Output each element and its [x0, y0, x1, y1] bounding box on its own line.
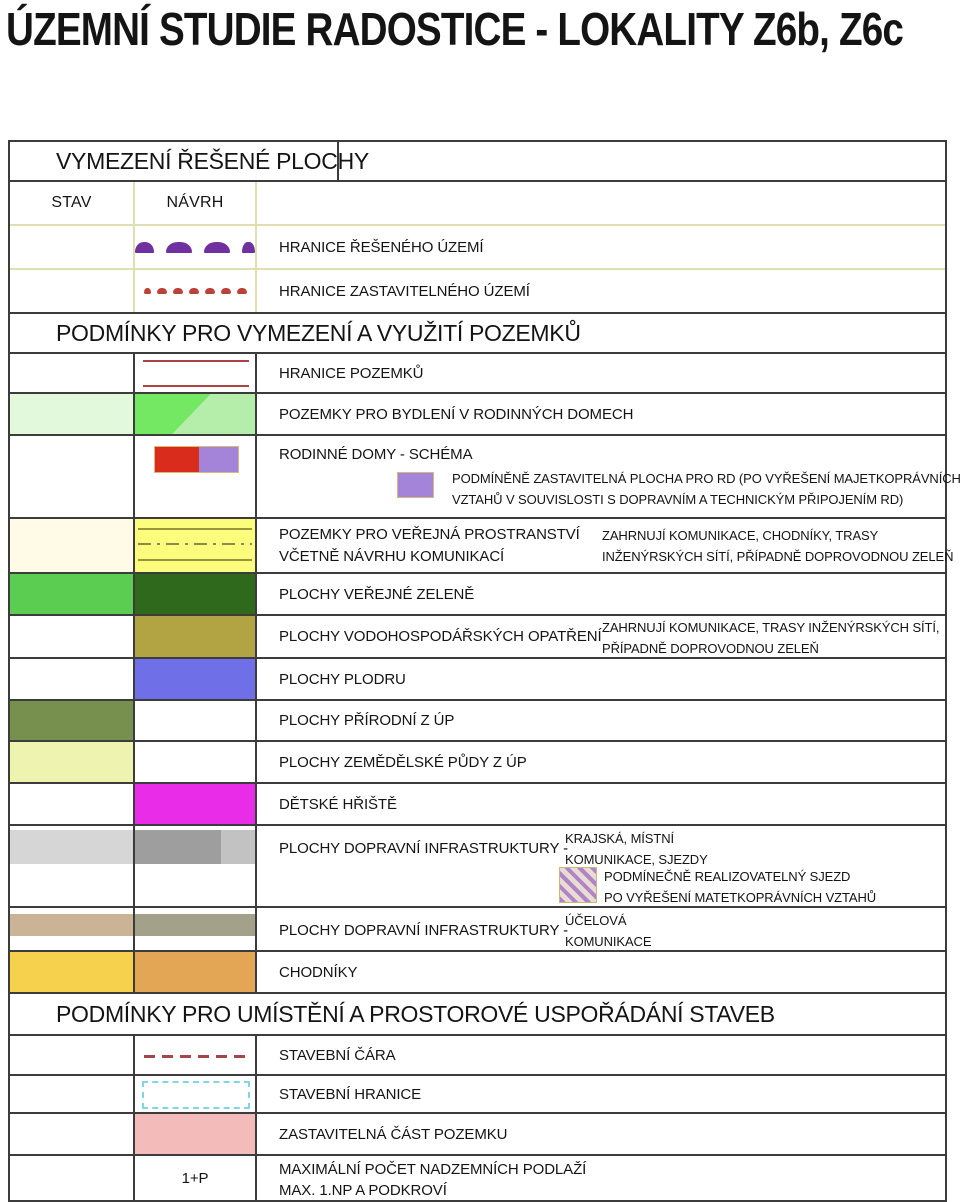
red-dot-icon — [221, 288, 231, 294]
row-note-line1: ÚČELOVÁ — [565, 913, 627, 928]
symbol-stavebni-cara — [135, 1036, 257, 1074]
podminene-plocha-swatch — [397, 472, 434, 498]
column-header-stav: STAV — [10, 182, 135, 224]
cell-stav-empty — [10, 1036, 135, 1074]
row-note-line1: ZAHRNUJÍ KOMUNIKACE, CHODNÍKY, TRASY — [602, 528, 879, 543]
cell-dopravni2-labels — [257, 908, 945, 950]
row-label: ZASTAVITELNÁ ČÁST POZEMKU — [279, 1125, 508, 1143]
row-note-line2: PŘÍPADNĚ DOPROVODNOU ZELEŇ — [602, 641, 819, 656]
row-rodinne-domy-schema — [10, 434, 961, 517]
cell-stav-empty — [10, 659, 135, 699]
cell-stav-empty — [10, 1076, 135, 1112]
column-header-empty — [257, 182, 945, 224]
cell-stav-empty — [10, 436, 135, 517]
swatch-navrh-chodniky — [135, 952, 257, 992]
stav-bar — [10, 830, 133, 864]
row-hranice-pozemku — [10, 352, 945, 392]
page-title: ÚZEMNÍ STUDIE RADOSTICE - LOKALITY Z6b, Z6c — [6, 3, 904, 55]
row-label: CHODNÍKY — [279, 963, 358, 981]
row-pozemky-bydleni — [10, 392, 945, 434]
boundary-line-icon — [143, 360, 249, 362]
schema-red-swatch — [155, 447, 199, 472]
row-label-line1: MAXIMÁLNÍ POČET NADZEMNÍCH PODLAŽÍ — [279, 1161, 587, 1178]
row-pozemky-verejna-prostranstvi — [10, 517, 954, 572]
schema-purple-swatch — [199, 447, 238, 472]
swatch-navrh-dopravni1 — [135, 826, 257, 906]
cell-stav-empty — [10, 270, 135, 312]
legend — [8, 140, 961, 1202]
row-label: PLOCHY ZEMĚDĚLSKÉ PŮDY Z ÚP — [279, 753, 527, 771]
section-podminky-umisteni-header: PODMÍNKY PRO UMÍSTĚNÍ A PROSTOROVÉ USPOŘÁDÁNÍ STAVEB — [10, 992, 945, 1034]
row-plochy-plodru — [10, 657, 945, 699]
row-maximalni-pocet-podlazi — [10, 1154, 945, 1200]
cell-stav-empty — [10, 1156, 135, 1200]
purple-dash-icon — [135, 242, 154, 253]
row-label: HRANICE POZEMKŮ — [279, 364, 424, 382]
row-label: POZEMKY PRO BYDLENÍ V RODINNÝCH DOMECH — [279, 405, 634, 423]
podlazi-text: 1+P — [181, 1169, 209, 1187]
row-label: DĚTSKÉ HŘIŠTĚ — [279, 795, 397, 813]
cell-podlazi-labels — [257, 1156, 945, 1200]
navrh-bar — [135, 914, 255, 936]
cell-dopravni1-labels — [257, 826, 945, 906]
row-stavebni-cara — [10, 1034, 945, 1074]
swatch-stav-dopravni2 — [10, 908, 135, 950]
cell-stav-empty — [10, 226, 135, 268]
row-note-line1: ZAHRNUJÍ KOMUNIKACE, TRASY INŽENÝRSKÝCH SÍTÍ, — [602, 620, 940, 635]
purple-dash-icon — [242, 242, 255, 253]
row-label: RODINNÉ DOMY - SCHÉMA — [279, 446, 473, 463]
row-detske-hriste — [10, 782, 945, 824]
row-note-line2: INŽENÝRSKÝCH SÍTÍ, PŘÍPADNĚ DOPROVODNOU ZELEŇ — [602, 549, 954, 564]
row-label-line2: MAX. 1.NP A PODKROVÍ — [279, 1182, 447, 1199]
road-edge-line-icon — [138, 559, 252, 561]
cell-vodo-labels — [257, 616, 945, 657]
row-note-line1: KRAJSKÁ, MÍSTNÍ — [565, 831, 675, 846]
row-label-line1: POZEMKY PRO VEŘEJNÁ PROSTRANSTVÍ — [279, 525, 580, 543]
cell-navrh-empty — [135, 701, 257, 740]
row-label: PLOCHY PLODRU — [279, 670, 406, 688]
dashed-rect-icon — [142, 1081, 250, 1109]
swatch-navrh-plodru — [135, 659, 257, 699]
row-label: STAVEBNÍ HRANICE — [279, 1085, 422, 1103]
row-label: PLOCHY DOPRAVNÍ INFRASTRUKTURY - — [279, 840, 569, 857]
road-centerline-icon — [138, 543, 252, 545]
swatch-navrh-dopravni2 — [135, 908, 257, 950]
hatch-swatch-sjezd — [559, 867, 597, 903]
row-note-line1: PODMÍNĚNĚ ZASTAVITELNÁ PLOCHA PRO RD (PO VYŘEŠENÍ MAJETKOPRÁVNÍCH — [452, 471, 961, 486]
red-dot-icon — [205, 288, 215, 294]
row-subnote-line2: PO VYŘEŠENÍ MATETKOPRÁVNÍCH VZTAHŮ — [604, 890, 877, 905]
swatch-stav-verejna — [10, 519, 135, 572]
dashed-line-icon — [144, 1055, 249, 1058]
row-hranice-zastavitelneho-uzemi — [10, 268, 945, 312]
stav-bar — [10, 914, 133, 936]
swatch-navrh-verejna-road — [135, 519, 257, 572]
swatch-navrh-zelene — [135, 574, 257, 614]
section-vymezeni-header-spacer — [339, 142, 945, 180]
row-hranice-reseneho-uzemi — [10, 224, 945, 268]
symbol-hranice-reseneho-uzemi — [135, 226, 257, 268]
row-plochy-prirodni — [10, 699, 945, 740]
row-label: STAVEBNÍ ČÁRA — [279, 1046, 396, 1064]
row-label: PLOCHY DOPRAVNÍ INFRASTRUKTURY - — [279, 922, 569, 939]
navrh-bar-dark — [135, 830, 221, 864]
navrh-bar-light — [221, 830, 255, 864]
swatch-stav-prirodni — [10, 701, 135, 740]
cell-stav-empty — [10, 616, 135, 657]
symbol-podlazi — [135, 1156, 257, 1200]
row-plochy-zemedelske — [10, 740, 945, 782]
red-dot-icon — [144, 288, 151, 294]
column-header-navrh: NÁVRH — [135, 182, 257, 224]
swatch-navrh-bydleni — [135, 394, 257, 434]
swatch-stav-chodniky — [10, 952, 135, 992]
cell-stav-empty — [10, 354, 135, 392]
cell-verejna-labels — [257, 519, 954, 572]
row-note-line2: KOMUNIKACE, SJEZDY — [565, 852, 708, 867]
row-note-line2: VZTAHŮ V SOUVISLOSTI S DOPRAVNÍM A TECHNICKÝM PŘIPOJENÍM RD) — [452, 492, 904, 507]
row-label: HRANICE ŘEŠENÉHO ÚZEMÍ — [279, 238, 484, 256]
purple-dash-icon — [166, 242, 192, 253]
symbol-stavebni-hranice — [135, 1076, 257, 1112]
row-stavebni-hranice — [10, 1074, 945, 1112]
cell-navrh-empty — [135, 742, 257, 782]
symbol-rodinne-domy — [135, 436, 257, 517]
boundary-line-icon — [143, 385, 249, 387]
column-header-row — [10, 180, 945, 224]
row-label-line2: VČETNĚ NÁVRHU KOMUNIKACÍ — [279, 547, 505, 565]
purple-dash-icon — [204, 242, 230, 253]
cell-stav-empty — [10, 1114, 135, 1154]
road-edge-line-icon — [138, 528, 252, 530]
row-subnote-line1: PODMÍNEČNĚ REALIZOVATELNÝ SJEZD — [604, 869, 851, 884]
swatch-navrh-zastavitelna — [135, 1114, 257, 1154]
swatch-navrh-vodo — [135, 616, 257, 657]
red-dot-icon — [237, 288, 247, 294]
section-podminky-vymezeni-header: PODMÍNKY PRO VYMEZENÍ A VYUŽITÍ POZEMKŮ — [10, 312, 945, 352]
cell-rodinne-labels — [257, 436, 961, 517]
row-dopravni-infrastruktury-krajska — [10, 824, 945, 906]
row-note-line2: KOMUNIKACE — [565, 934, 652, 949]
row-label: HRANICE ZASTAVITELNÉHO ÚZEMÍ — [279, 282, 530, 300]
swatch-stav-bydleni — [10, 394, 135, 434]
swatch-navrh-detske — [135, 784, 257, 824]
swatch-stav-dopravni1 — [10, 826, 135, 906]
cell-stav-empty — [10, 784, 135, 824]
symbol-hranice-pozemku — [135, 354, 257, 392]
row-label: PLOCHY VODOHOSPODÁŘSKÝCH OPATŘENÍ — [279, 628, 602, 645]
red-dot-icon — [189, 288, 199, 294]
row-label: PLOCHY VEŘEJNÉ ZELENĚ — [279, 585, 475, 603]
row-label: PLOCHY PŘÍRODNÍ Z ÚP — [279, 712, 455, 729]
red-dot-icon — [157, 288, 167, 294]
row-dopravni-infrastruktury-ucelova — [10, 906, 945, 950]
red-dot-icon — [173, 288, 183, 294]
swatch-stav-zelene — [10, 574, 135, 614]
row-plochy-vodohospodarskych — [10, 614, 945, 657]
symbol-hranice-zastavitelneho-uzemi — [135, 270, 257, 312]
section-vymezeni-header: VYMEZENÍ ŘEŠENÉ PLOCHY — [10, 142, 339, 180]
swatch-stav-zemedelske — [10, 742, 135, 782]
section-vymezeni-header-row — [10, 142, 945, 180]
row-zastavitelna-cast — [10, 1112, 945, 1154]
row-plochy-verejne-zelene — [10, 572, 945, 614]
row-chodniky — [10, 950, 945, 992]
